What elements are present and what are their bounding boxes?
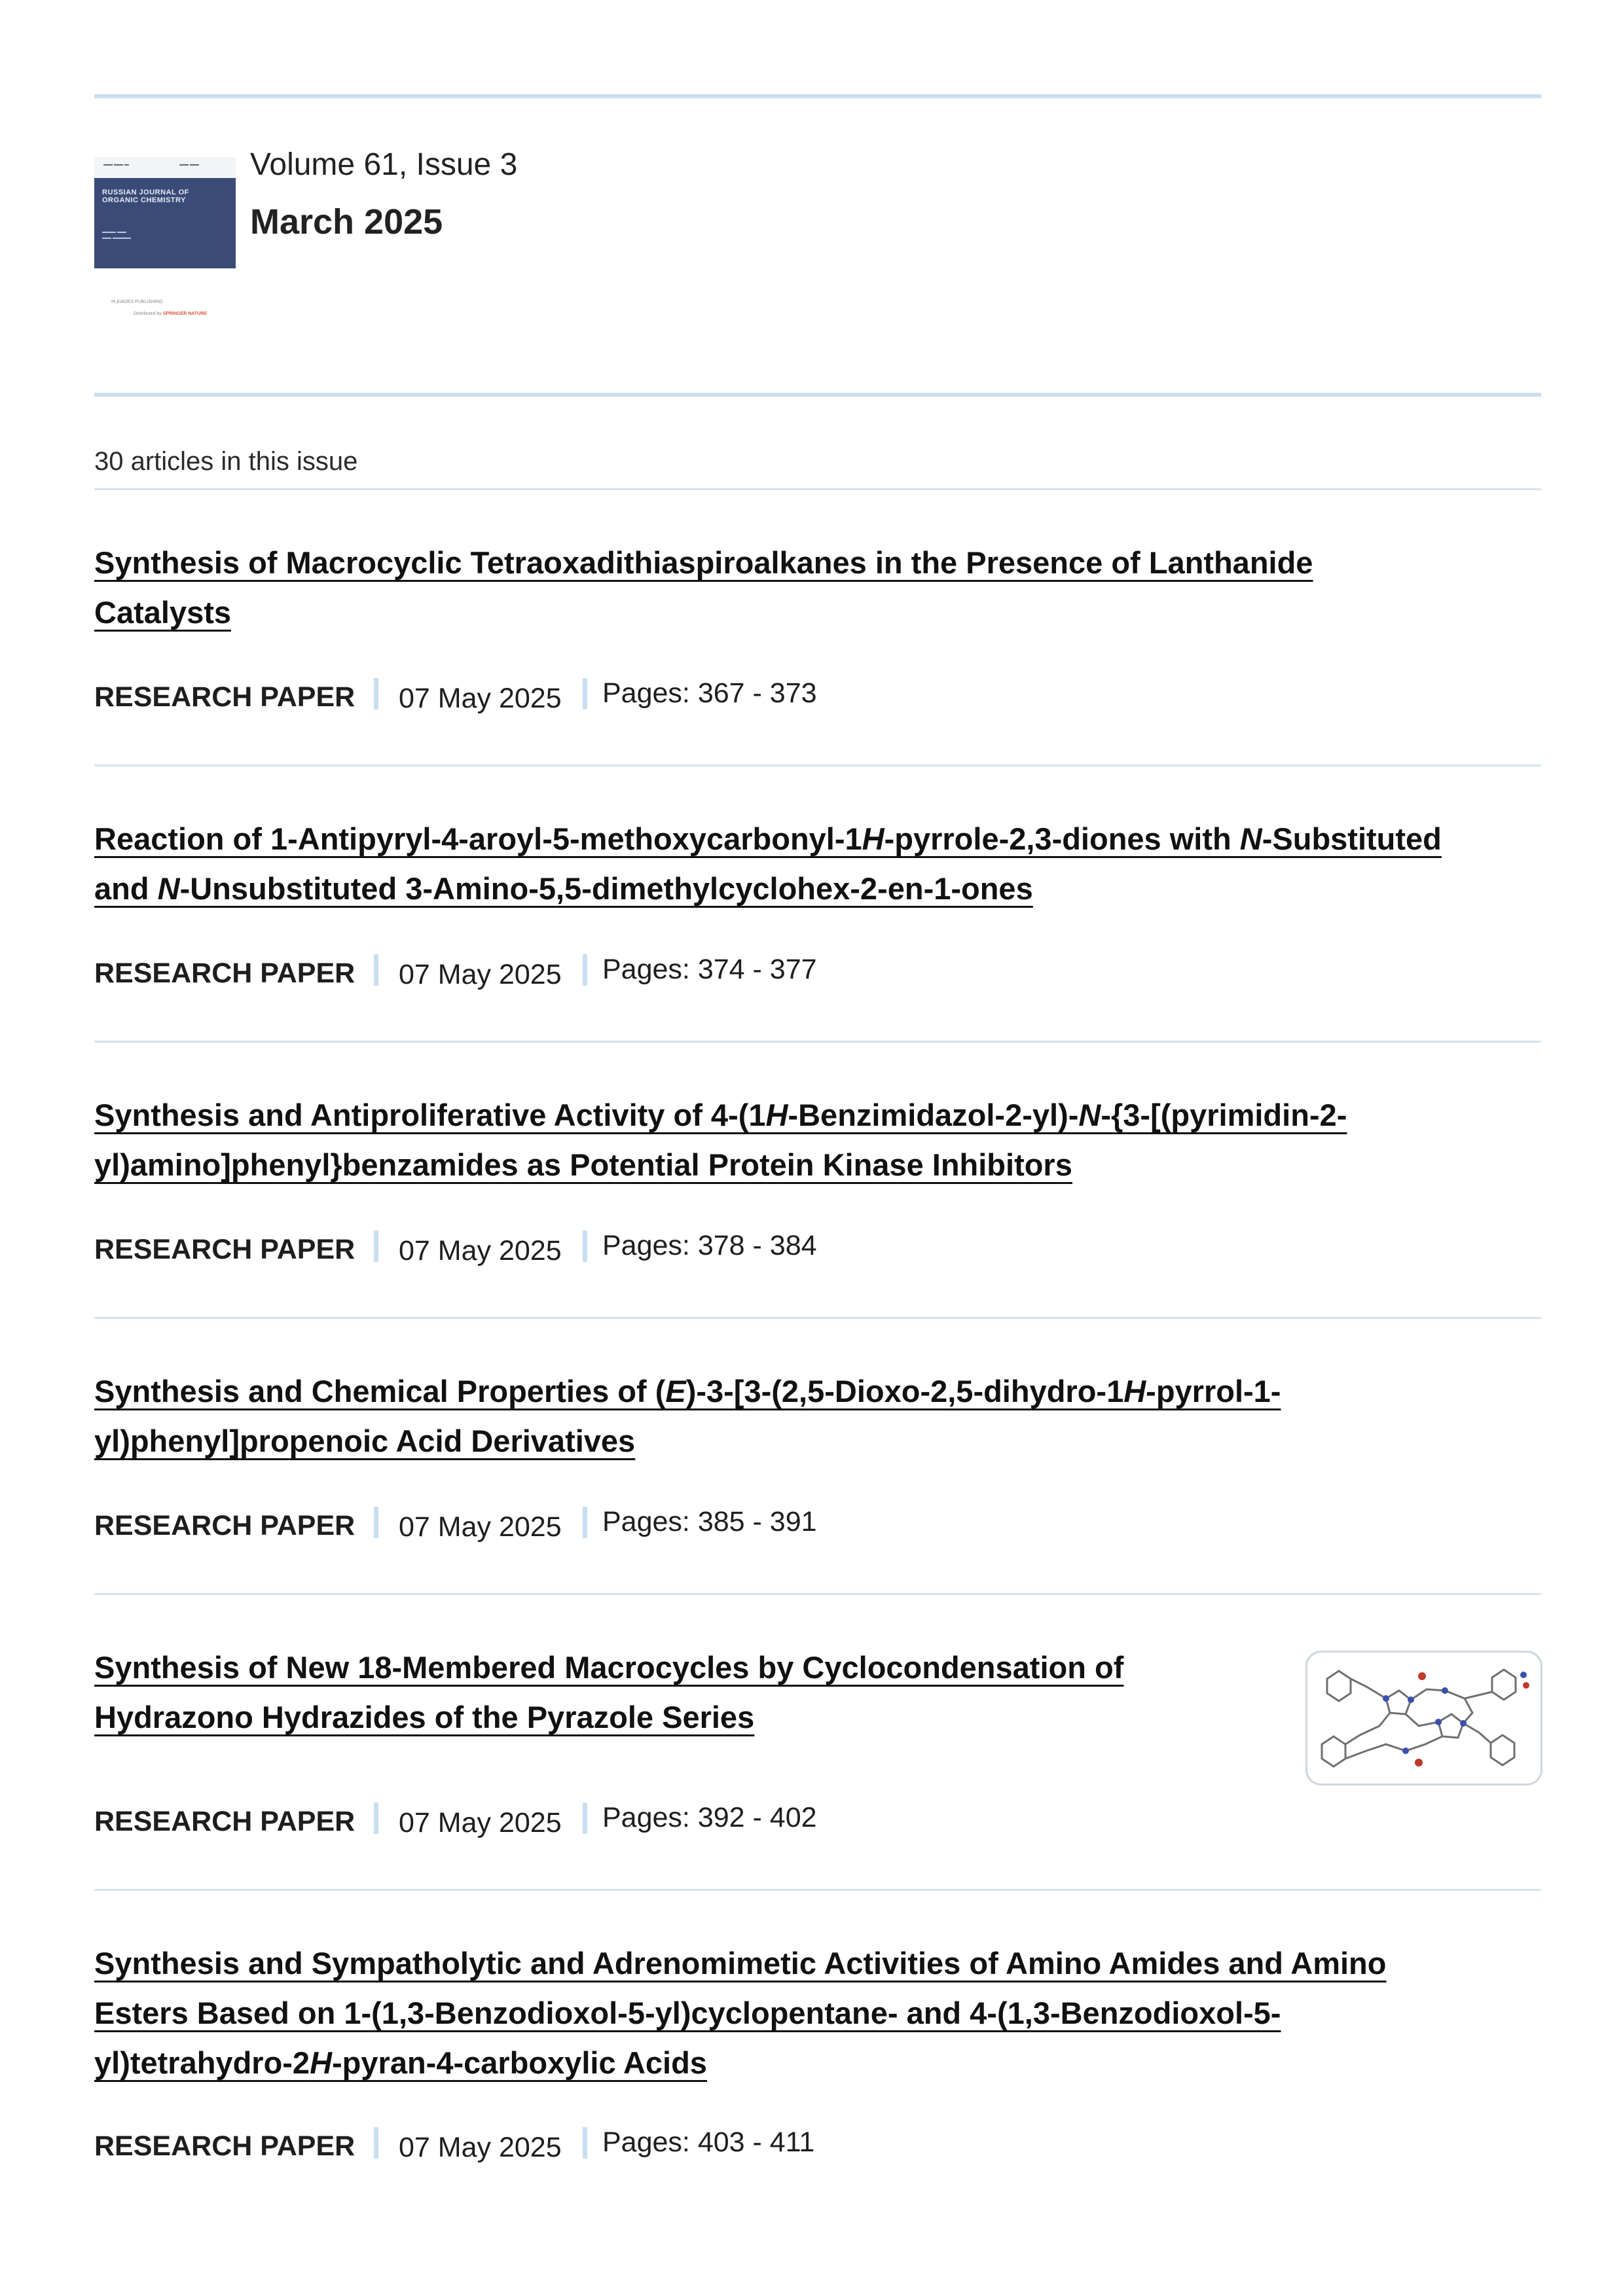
meta-separator [583,1803,587,1834]
article-title-text[interactable] [94,821,1442,856]
article-publish-date: 07 May 2025 [399,1511,562,1543]
article-title-line[interactable] [94,1367,1281,1416]
article-divider [94,1317,1541,1319]
article-count: 30 articles in this issue [94,447,358,476]
issue-date: March 2025 [250,202,443,242]
article-title-text[interactable] [94,1700,754,1734]
article-publish-date: 07 May 2025 [399,683,562,714]
meta-separator [374,678,378,709]
article-title-line[interactable] [94,814,1442,864]
article-page-range: Pages: 367 - 373 [602,677,817,709]
meta-separator [374,954,378,986]
cover-panel [94,157,236,268]
article-type-label: RESEARCH PAPER [94,1510,356,1541]
title-italic-segment: H [1123,1374,1146,1408]
article-title-line[interactable] [94,1140,1347,1190]
article-page-range: Pages: 392 - 402 [602,1802,817,1833]
title-italic-segment: N [1078,1098,1101,1132]
cover-journal-title: RUSSIAN JOURNAL OF ORGANIC CHEMISTRY [102,188,189,204]
article-title-line[interactable] [94,1416,1281,1466]
meta-separator [583,1230,587,1262]
article-type-label: RESEARCH PAPER [94,2130,356,2162]
article-title-text[interactable] [94,545,1313,580]
article-title-text[interactable] [94,595,231,630]
issue-volume: Volume 61, Issue 3 [250,147,518,182]
title-segment: Hydrazono Hydrazides of the Pyrazole Series [94,1700,755,1734]
article-title-link[interactable] [94,1367,1281,1466]
article-divider [94,1889,1541,1891]
title-segment: Reaction of 1-Antipyryl-4-aroyl-5-methoxycarbonyl-1 [94,821,862,856]
article-page-range: Pages: 403 - 411 [602,2126,815,2158]
article-title-line[interactable] [94,1693,1123,1742]
article-title-link[interactable] [94,1939,1386,2088]
article-title-text[interactable] [94,1147,1072,1182]
article-title-line[interactable] [94,538,1313,588]
article-title-text[interactable] [94,1650,1123,1685]
article-divider [94,764,1541,766]
title-segment: and [94,871,158,906]
article-title-text[interactable] [94,871,1033,906]
article-publish-date: 07 May 2025 [399,959,562,990]
article-publish-date: 07 May 2025 [399,2132,562,2163]
article-divider [94,1041,1541,1043]
article-type-label: RESEARCH PAPER [94,1234,356,1265]
article-title-link[interactable] [94,1090,1347,1190]
title-segment: yl)phenyl]propenoic Acid Derivatives [94,1424,636,1458]
article-title-link[interactable] [94,1643,1123,1742]
title-segment: Catalysts [94,595,231,630]
article-divider [94,1593,1541,1595]
cover-editor-lines: ▬▬▬ ▬▬ ▬▬ ▬▬▬▬ [102,230,131,240]
meta-separator [583,954,587,986]
title-italic-segment: E [665,1374,686,1408]
header-divider [94,393,1541,397]
meta-separator [583,2127,587,2159]
title-italic-segment: N [157,871,180,906]
article-publish-date: 07 May 2025 [399,1235,562,1266]
article-type-label: RESEARCH PAPER [94,681,356,713]
molecule-structure-image [1307,1653,1541,1784]
meta-separator [583,678,587,709]
cover-imprint [134,312,207,316]
title-segment: Synthesis and Antiproliferative Activity of 4-(1 [94,1098,766,1132]
title-segment: yl)tetrahydro-2 [94,2045,310,2080]
article-type-label: RESEARCH PAPER [94,1806,356,1837]
article-title-text[interactable] [94,1374,1281,1408]
article-title-text[interactable] [94,1098,1347,1132]
title-segment: -Substituted [1262,821,1442,856]
top-divider [94,94,1541,98]
title-segment: )-3-[3-(2,5-Dioxo-2,5-dihydro-1 [685,1374,1124,1408]
title-segment: -{3-[(pyrimidin-2- [1101,1098,1347,1132]
title-segment: -Unsubstituted 3-Amino-5,5-dimethylcyclohex-2-en-1-ones [179,871,1033,906]
title-italic-segment: H [862,821,884,856]
meta-separator [374,1507,378,1538]
title-segment: Synthesis of New 18-Membered Macrocycles by Cyclocondensation of [94,1650,1124,1685]
article-page-range: Pages: 385 - 391 [602,1506,817,1537]
article-title-link[interactable] [94,538,1313,637]
title-segment: -pyrrole-2,3-diones with [884,821,1240,856]
title-segment: yl)amino]phenyl}benzamides as Potential Protein Kinase Inhibitors [94,1147,1072,1182]
cover-imprint-brand: SPRINGER NATURE [162,312,207,316]
meta-separator [374,1230,378,1262]
title-segment: -pyran-4-carboxylic Acids [332,2045,707,2080]
article-title-line[interactable] [94,1988,1386,2038]
article-title-line[interactable] [94,864,1442,914]
meta-separator [374,2127,378,2159]
title-italic-segment: N [1239,821,1262,856]
article-title-link[interactable] [94,814,1442,914]
cover-header-strip: ▬▬ ▬▬ ▬ ▬▬ ▬▬ [94,157,236,178]
article-title-line[interactable] [94,1643,1123,1693]
article-title-line[interactable] [94,1090,1347,1140]
title-segment: Esters Based on 1-(1,3-Benzodioxol-5-yl)cyclopentane- and 4-(1,3-Benzodioxol-5- [94,1996,1281,2030]
article-title-line[interactable] [94,1939,1386,1988]
cover-publisher: PLEIADES PUBLISHING [111,300,163,304]
list-divider [94,488,1541,490]
article-graphic-thumbnail[interactable] [1305,1651,1542,1785]
article-title-text[interactable] [94,1996,1281,2030]
cover-imprint-prefix: Distributed by [134,312,162,316]
article-title-line[interactable] [94,2038,1386,2088]
article-page-range: Pages: 378 - 384 [602,1230,817,1261]
title-segment: -pyrrol-1- [1146,1374,1281,1408]
title-segment: Synthesis of Macrocyclic Tetraoxadithiaspiroalkanes in the Presence of Lanthanide [94,545,1313,580]
article-title-text[interactable] [94,1424,635,1458]
title-italic-segment: H [765,1098,788,1132]
article-publish-date: 07 May 2025 [399,1807,562,1839]
article-title-text[interactable] [94,2045,707,2080]
title-segment: Synthesis and Sympatholytic and Adrenomimetic Activities of Amino Amides and Amino [94,1946,1387,1981]
article-title-text[interactable] [94,1946,1386,1981]
title-italic-segment: H [310,2045,333,2080]
title-segment: Synthesis and Chemical Properties of ( [94,1374,666,1408]
article-title-line[interactable] [94,588,1313,637]
article-type-label: RESEARCH PAPER [94,958,356,989]
article-page-range: Pages: 374 - 377 [602,954,817,985]
meta-separator [583,1507,587,1538]
journal-cover-image[interactable] [94,157,236,330]
meta-separator [374,1803,378,1834]
title-segment: -Benzimidazol-2-yl)- [788,1098,1079,1132]
